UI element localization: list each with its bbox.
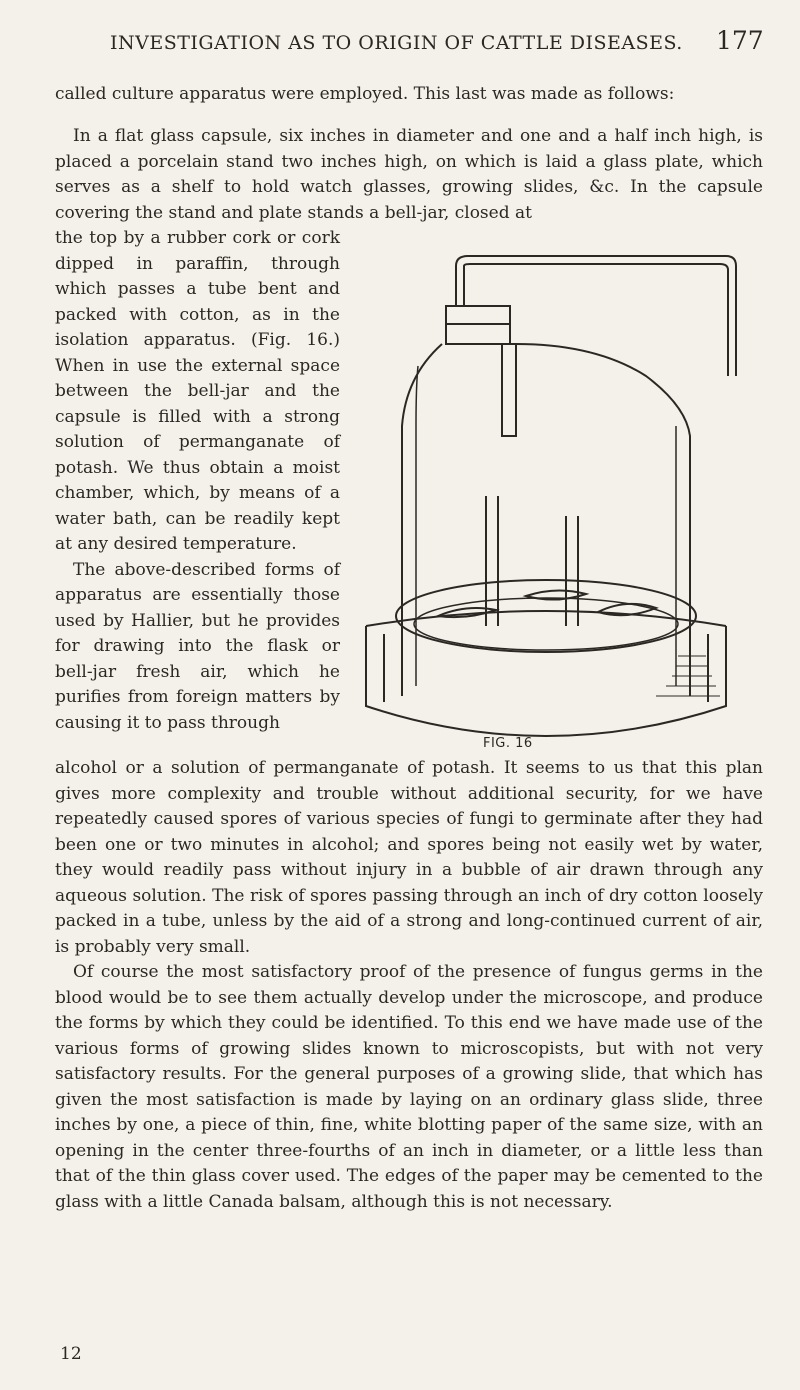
running-head: INVESTIGATION AS TO ORIGIN OF CATTLE DISEASES. — [110, 32, 683, 54]
paragraph-text: alcohol or a solution of permanganate of potash. It seems to us that this plan gives more complexity and trouble without additional security, for we have repeatedly caused spores of various species of fungi to germinate after they had been one or two minutes in alcohol; and spores being not easily wet by water, they would readily pass without injury in a bubble of air drawn through any aqueous solution. The risk of spores passing through an inch of dry cotton loosely packed in a tube, unless by the aid of a strong and long-continued current of air, is probably very small. — [55, 758, 763, 957]
figure-bell-jar-illustration — [346, 226, 746, 738]
paragraph-capsule — [55, 124, 763, 226]
body-text-lower — [55, 756, 763, 1215]
paragraph-text: In a flat glass capsule, six inches in diameter and one and a half inch high, is placed a porcelain stand two inches high, on which is laid a glass plate, which serves as a shelf to hold watch glasses, growing slides, &c. In the capsule covering the stand and plate stands a bell-jar, closed at — [55, 126, 763, 223]
bell-jar-apparatus-drawing — [346, 226, 746, 738]
paragraph-text: The above-described forms of apparatus are essentially those used by Hallier, but he provides for drawing into the flask or bell-jar fresh air, which he purifies from foreign matters by causing it to pass through — [55, 559, 340, 733]
paragraph-intro — [55, 82, 763, 108]
page-number: 177 — [716, 26, 764, 55]
signature-mark: 12 — [60, 1344, 82, 1364]
paragraph-text: Of course the most satisfactory proof of the presence of fungus germs in the blood would be to see them actually develop under the microscope, and produce the forms by which they could be identified. To this end we have made use of the various forms of growing slides known to microscopists, but with not very satisfactory results. For the general purposes of a growing slide, that which has given the most satisfaction is made by laying on an ordinary glass slide, three inches by one, a piece of thin, fine, white blotting paper of the same size, with an opening in the center three-fourths of an inch in diameter, or a little less than that of the thin glass cover used. The edges of the paper may be cemented to the glass with a little Canada balsam, although this is not necessary. — [55, 962, 763, 1212]
figure-caption: FIG. 16 — [483, 736, 533, 751]
wrapped-text-column — [55, 226, 340, 736]
page-header — [0, 26, 800, 66]
paragraph-text: the top by a rubber cork or cork dipped in paraffin, through which passes a tube bent and packed with cotton, as in the isolation apparatus. (Fig. 16.) When in use the external space between the bell-jar and the capsule is filled with a strong solution of permanganate of potash. We thus obtain a moist chamber, which, by means of a water bath, can be readily kept at any desired temperature. — [55, 228, 340, 554]
paragraph-text: called culture apparatus were employed. This last was made as follows: — [55, 84, 675, 104]
